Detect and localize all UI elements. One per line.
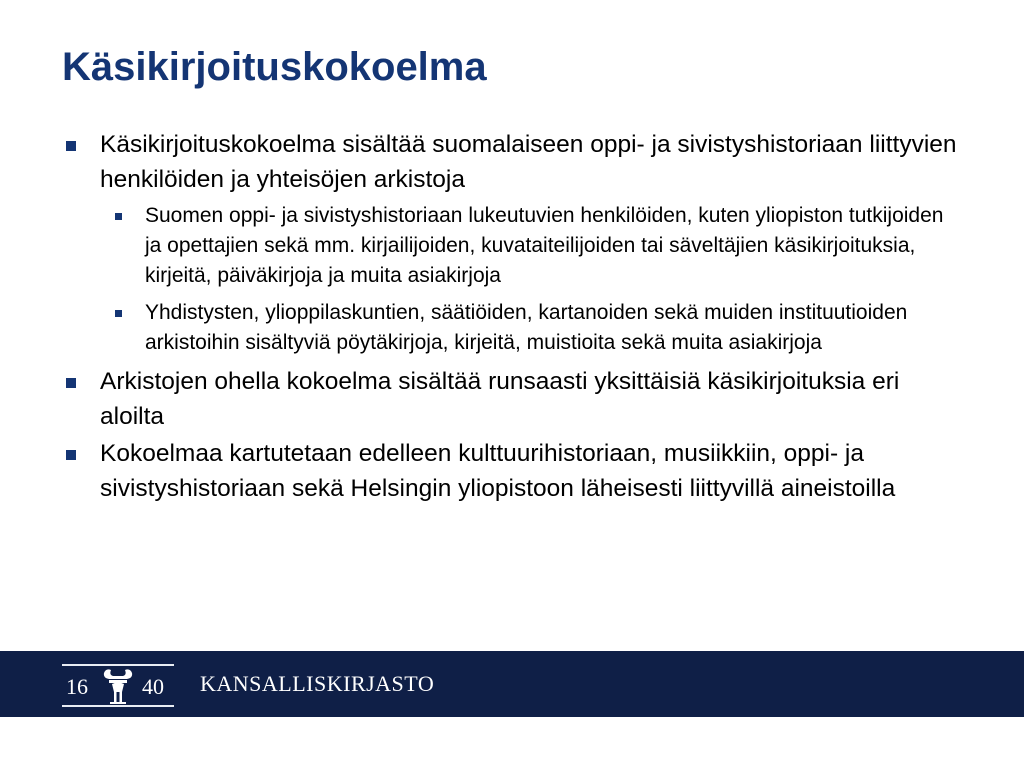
sub-bullet-text: Yhdistysten, ylioppilaskuntien, säätiöiden, kartanoiden sekä muiden instituutioiden arkistoihin sisältyviä pöytäkirjoja, kirjeitä, muistioita sekä muita asiakirjoja (145, 301, 908, 354)
square-bullet-icon (66, 378, 76, 388)
square-bullet-icon (115, 213, 122, 220)
organization-name: KANSALLISKIRJASTO (200, 671, 435, 696)
logo-bottom-rule (62, 705, 174, 707)
sub-bullet-item (62, 201, 962, 291)
sub-bullet-text: Suomen oppi- ja sivistyshistoriaan lukeutuvien henkilöiden, kuten yliopiston tutkijoiden ja opettajien sekä mm. kirjailijoiden, kuvataiteilijoiden tai säveltäjien käsikirjoituksia, kirjeitä, päiväkirjoja ja muita asiakirjoja (145, 204, 944, 287)
bullet-item (62, 437, 962, 506)
logo-top-rule (62, 664, 174, 666)
bullet-text: Arkistojen ohella kokoelma sisältää runsaasti yksittäisiä käsikirjoituksia eri aloilta (100, 368, 900, 430)
square-bullet-icon (66, 141, 76, 151)
bullet-text: Käsikirjoituskokoelma sisältää suomalaiseen oppi- ja sivistyshistoriaan liittyvien henkilöiden ja yhteisöjen arkistoja (100, 131, 957, 193)
sub-bullet-list (62, 201, 962, 358)
bullet-text: Kokoelmaa kartutetaan edelleen kulttuurihistoriaan, musiikkiin, oppi- ja sivistyshistoriaan sekä Helsingin yliopistoon läheisesti liittyvillä aineistoilla (100, 440, 896, 502)
bullet-item (62, 128, 962, 197)
column-capital-icon (100, 667, 136, 705)
slide-title: Käsikirjoituskokoelma (62, 45, 487, 89)
library-logo (62, 661, 174, 709)
footer-band (0, 651, 1024, 717)
logo-year-right: 40 (142, 674, 164, 699)
square-bullet-icon (115, 310, 122, 317)
bullet-list (62, 128, 962, 509)
bullet-item (62, 365, 962, 434)
logo-year-left: 16 (66, 674, 88, 699)
sub-bullet-item (62, 298, 962, 358)
square-bullet-icon (66, 450, 76, 460)
